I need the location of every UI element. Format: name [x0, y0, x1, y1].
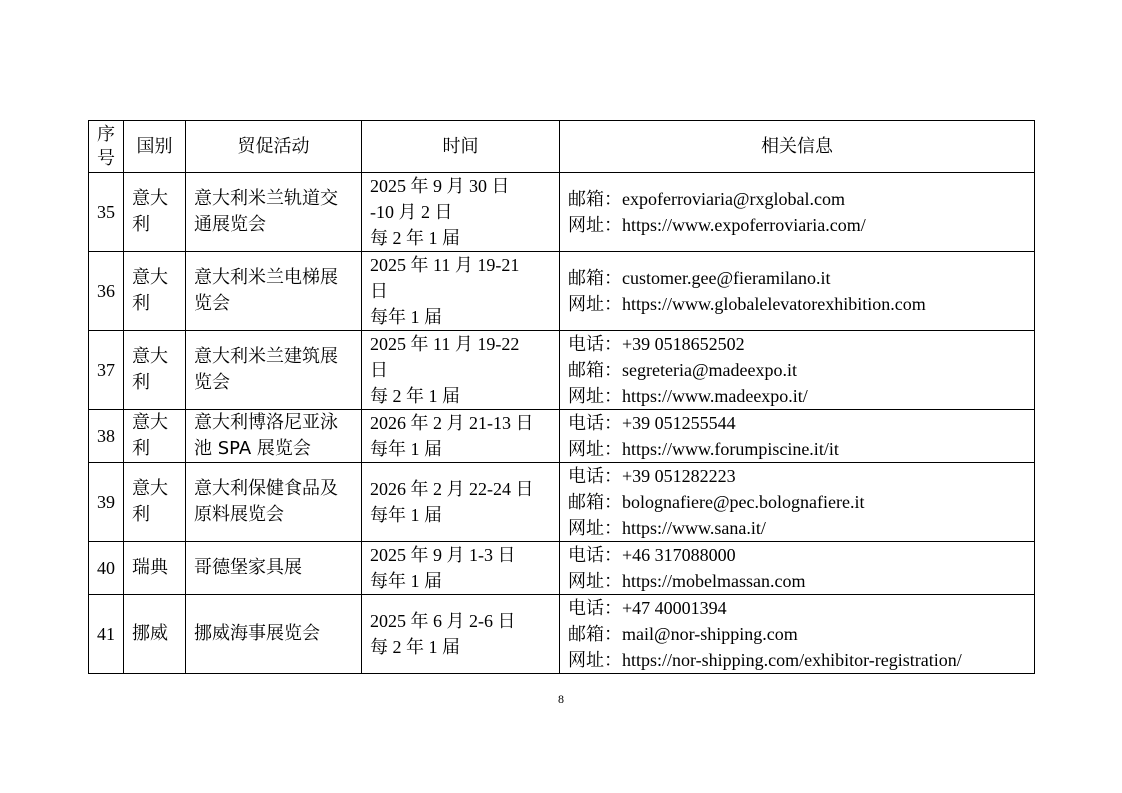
cell-time — [362, 542, 560, 595]
info-line: 电话：+47 40001394 — [568, 598, 727, 618]
country-text: 瑞典 — [132, 557, 168, 578]
time-line: 每 2 年 1 届 — [370, 637, 460, 657]
table-row — [89, 463, 1035, 542]
cell-country — [124, 173, 186, 252]
time-line: 2026 年 2 月 22-24 日 — [370, 479, 534, 499]
info-line: 网址：https://www.expoferroviaria.com/ — [568, 215, 866, 235]
cell-seq: 35 — [89, 173, 124, 252]
cell-seq: 40 — [89, 542, 124, 595]
info-line: 邮箱：customer.gee@fieramilano.it — [568, 268, 831, 288]
cell-country — [124, 595, 186, 674]
info-line: 邮箱：mail@nor-shipping.com — [568, 624, 798, 644]
header-info: 相关信息 — [560, 121, 1035, 173]
info-line: 网址：https://www.globalelevatorexhibition.com — [568, 294, 926, 314]
info-line: 电话：+39 051282223 — [568, 466, 736, 486]
table-row — [89, 595, 1035, 674]
cell-time — [362, 410, 560, 463]
activity-text: 挪威海事展览会 — [194, 623, 320, 644]
time-line: 每年 1 届 — [370, 505, 442, 525]
cell-seq: 41 — [89, 595, 124, 674]
cell-info — [560, 542, 1035, 595]
cell-info — [560, 595, 1035, 674]
country-text: 意大利 — [132, 188, 168, 235]
cell-country — [124, 331, 186, 410]
cell-info — [560, 463, 1035, 542]
info-line: 电话：+46 317088000 — [568, 545, 736, 565]
time-line: 每年 1 届 — [370, 307, 442, 327]
info-line: 电话：+39 051255544 — [568, 413, 736, 433]
cell-time — [362, 463, 560, 542]
country-text: 意大利 — [132, 478, 168, 525]
cell-activity — [186, 173, 362, 252]
info-line: 网址：https://www.madeexpo.it/ — [568, 386, 808, 406]
cell-info — [560, 410, 1035, 463]
table-row — [89, 331, 1035, 410]
cell-country — [124, 542, 186, 595]
cell-activity — [186, 463, 362, 542]
info-line: 网址：https://www.forumpiscine.it/it — [568, 439, 839, 459]
table-row — [89, 252, 1035, 331]
country-text: 意大利 — [132, 267, 168, 314]
header-time: 时间 — [362, 121, 560, 173]
cell-time — [362, 595, 560, 674]
page-number: 8 — [558, 692, 564, 706]
time-line: 2025 年 9 月 30 日 — [370, 176, 510, 196]
cell-activity — [186, 331, 362, 410]
time-line: -10 月 2 日 — [370, 202, 453, 222]
info-line: 电话：+39 0518652502 — [568, 334, 745, 354]
cell-activity — [186, 542, 362, 595]
cell-time — [362, 173, 560, 252]
cell-info — [560, 173, 1035, 252]
table-header-row — [89, 121, 1035, 173]
time-line: 每年 1 届 — [370, 439, 442, 459]
cell-country — [124, 252, 186, 331]
cell-country — [124, 463, 186, 542]
activity-text: 意大利博洛尼亚泳池 SPA 展览会 — [194, 412, 338, 459]
cell-seq: 38 — [89, 410, 124, 463]
cell-info — [560, 252, 1035, 331]
info-line: 网址：https://nor-shipping.com/exhibitor-registration/ — [568, 650, 962, 670]
time-line: 2025 年 9 月 1-3 日 — [370, 545, 516, 565]
cell-activity — [186, 595, 362, 674]
time-line: 2026 年 2 月 21-13 日 — [370, 413, 534, 433]
time-line: 2025 年 6 月 2-6 日 — [370, 611, 516, 631]
header-seq: 序号 — [89, 121, 124, 173]
header-country: 国别 — [124, 121, 186, 173]
info-line: 网址：https://www.sana.it/ — [568, 518, 766, 538]
time-line: 每年 1 届 — [370, 571, 442, 591]
time-line: 每 2 年 1 届 — [370, 228, 460, 248]
cell-time — [362, 252, 560, 331]
country-text: 意大利 — [132, 412, 168, 459]
activity-text: 意大利保健食品及原料展览会 — [194, 478, 338, 525]
header-activity: 贸促活动 — [186, 121, 362, 173]
info-line: 网址：https://mobelmassan.com — [568, 571, 806, 591]
time-line: 2025 年 11 月 19-21 — [370, 255, 520, 275]
info-line: 邮箱：bolognafiere@pec.bolognafiere.it — [568, 492, 865, 512]
cell-info — [560, 331, 1035, 410]
country-text: 意大利 — [132, 346, 168, 393]
table-row — [89, 173, 1035, 252]
cell-seq: 39 — [89, 463, 124, 542]
time-line: 日 — [370, 360, 388, 380]
time-line: 2025 年 11 月 19-22 — [370, 334, 520, 354]
activity-text: 意大利米兰轨道交通展览会 — [194, 188, 338, 235]
cell-time — [362, 331, 560, 410]
activity-text: 意大利米兰建筑展览会 — [194, 346, 338, 393]
info-line: 邮箱：segreteria@madeexpo.it — [568, 360, 797, 380]
activity-text: 意大利米兰电梯展览会 — [194, 267, 338, 314]
table-row — [89, 542, 1035, 595]
cell-seq: 36 — [89, 252, 124, 331]
cell-country — [124, 410, 186, 463]
info-line: 邮箱：expoferroviaria@rxglobal.com — [568, 189, 845, 209]
cell-activity — [186, 410, 362, 463]
table-row — [89, 410, 1035, 463]
cell-seq: 37 — [89, 331, 124, 410]
time-line: 日 — [370, 281, 388, 301]
cell-activity — [186, 252, 362, 331]
country-text: 挪威 — [132, 623, 168, 644]
exhibition-table — [88, 120, 1035, 674]
activity-text: 哥德堡家具展 — [194, 557, 302, 578]
time-line: 每 2 年 1 届 — [370, 386, 460, 406]
